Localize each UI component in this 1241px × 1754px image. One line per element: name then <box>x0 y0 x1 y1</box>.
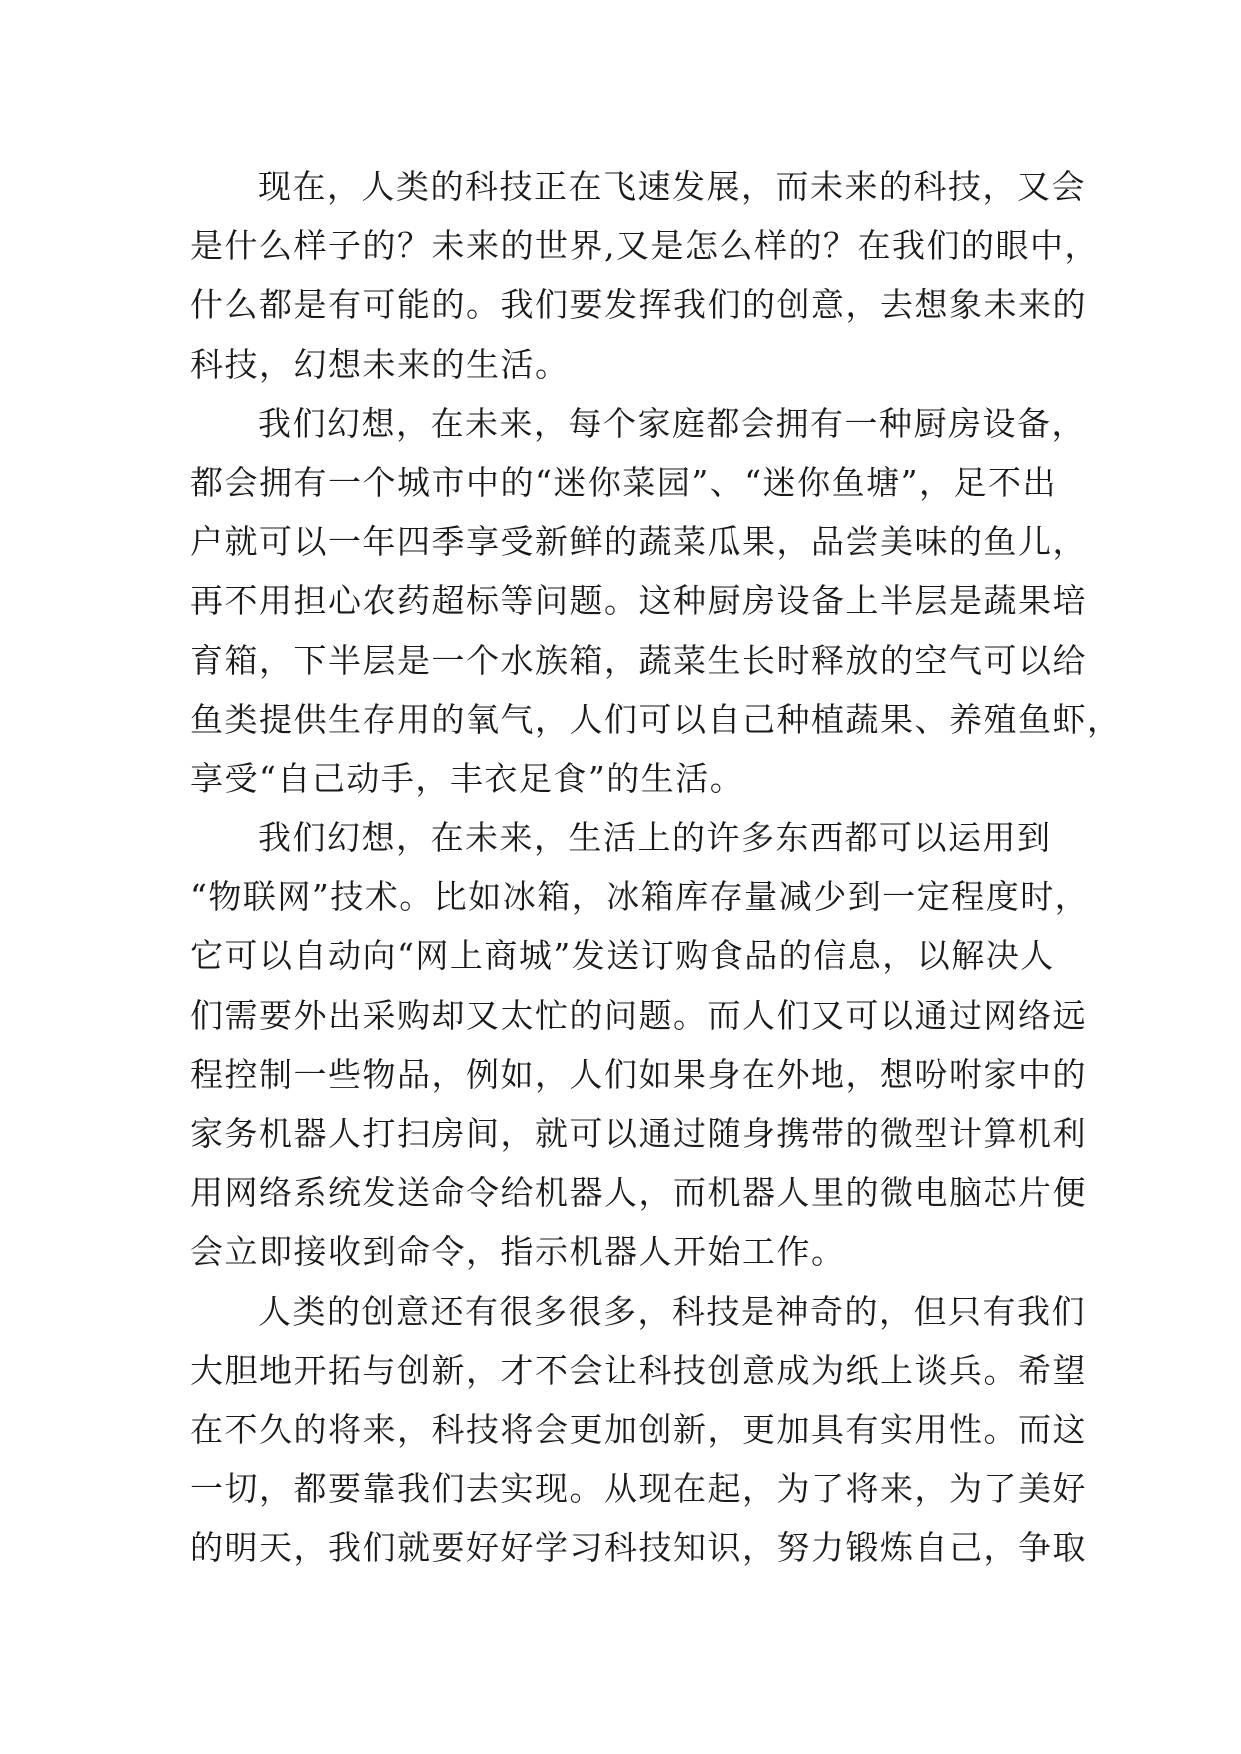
paragraph-3-line-1: 我们幻想，在未来，生活上的许多东西都可以运用到 <box>258 818 1052 858</box>
paragraph-2-line-5: 育箱，下半层是一个水族箱，蔬菜生长时释放的空气可以给 <box>190 640 1087 680</box>
paragraph-2-line-3: 户就可以一年四季享受新鲜的蔬菜瓜果，品尝美味的鱼儿， <box>190 522 1087 562</box>
paragraph-3-line-4: 们需要外出采购却又太忙的问题。而人们又可以通过网络远 <box>190 995 1087 1035</box>
paragraph-4-line-1: 人类的创意还有很多很多，科技是神奇的，但只有我们 <box>258 1291 1086 1331</box>
paragraph-4-line-4: 一切，都要靠我们去实现。从现在起，为了将来，为了美好 <box>190 1469 1087 1509</box>
paragraph-1-line-3: 什么都是有可能的。我们要发挥我们的创意，去想象未来的 <box>190 285 1087 325</box>
paragraph-3-line-5: 程控制一些物品，例如，人们如果身在外地，想吩咐家中的 <box>190 1054 1087 1094</box>
paragraph-3-line-7: 用网络系统发送命令给机器人，而机器人里的微电脑芯片便 <box>190 1173 1087 1213</box>
paragraph-2-line-1: 我们幻想，在未来，每个家庭都会拥有一种厨房设备， <box>258 403 1086 443</box>
paragraph-2-line-7: 享受“自己动手，丰衣足食”的生活。 <box>190 758 745 798</box>
paragraph-4-line-5: 的明天，我们就要好好学习科技知识，努力锻炼自己，争取 <box>190 1528 1087 1568</box>
paragraph-1-line-4: 科技，幻想未来的生活。 <box>190 344 570 384</box>
paragraph-2-line-6: 鱼类提供生存用的氧气，人们可以自己种植蔬果、养殖鱼虾， <box>190 699 1122 739</box>
body-text <box>190 157 1122 1578</box>
paragraph-2-line-2: 都会拥有一个城市中的“迷你菜园”、“迷你鱼塘”，足不出 <box>190 462 1057 502</box>
paragraph-2-line-4: 再不用担心农药超标等问题。这种厨房设备上半层是蔬果培 <box>190 581 1087 621</box>
paragraph-1-line-2: 是什么样子的？未来的世界,又是怎么样的？在我们的眼中， <box>190 226 1099 266</box>
paragraph-3-line-3: 它可以自动向“网上商城”发送订购食品的信息，以解决人 <box>190 936 1055 976</box>
paragraph-4-line-2: 大胆地开拓与创新，才不会让科技创意成为纸上谈兵。希望 <box>190 1350 1087 1390</box>
paragraph-3-line-2: “物联网”技术。比如冰箱，冰箱库存量减少到一定程度时， <box>190 877 1090 917</box>
paragraph-4-line-3: 在不久的将来，科技将会更加创新，更加具有实用性。而这 <box>190 1409 1087 1449</box>
paragraph-3-line-6: 家务机器人打扫房间，就可以通过随身携带的微型计算机利 <box>190 1114 1087 1153</box>
paragraph-3-line-8: 会立即接收到命令，指示机器人开始工作。 <box>190 1232 846 1272</box>
paragraph-1-line-1: 现在，人类的科技正在飞速发展，而未来的科技，又会 <box>258 167 1086 206</box>
